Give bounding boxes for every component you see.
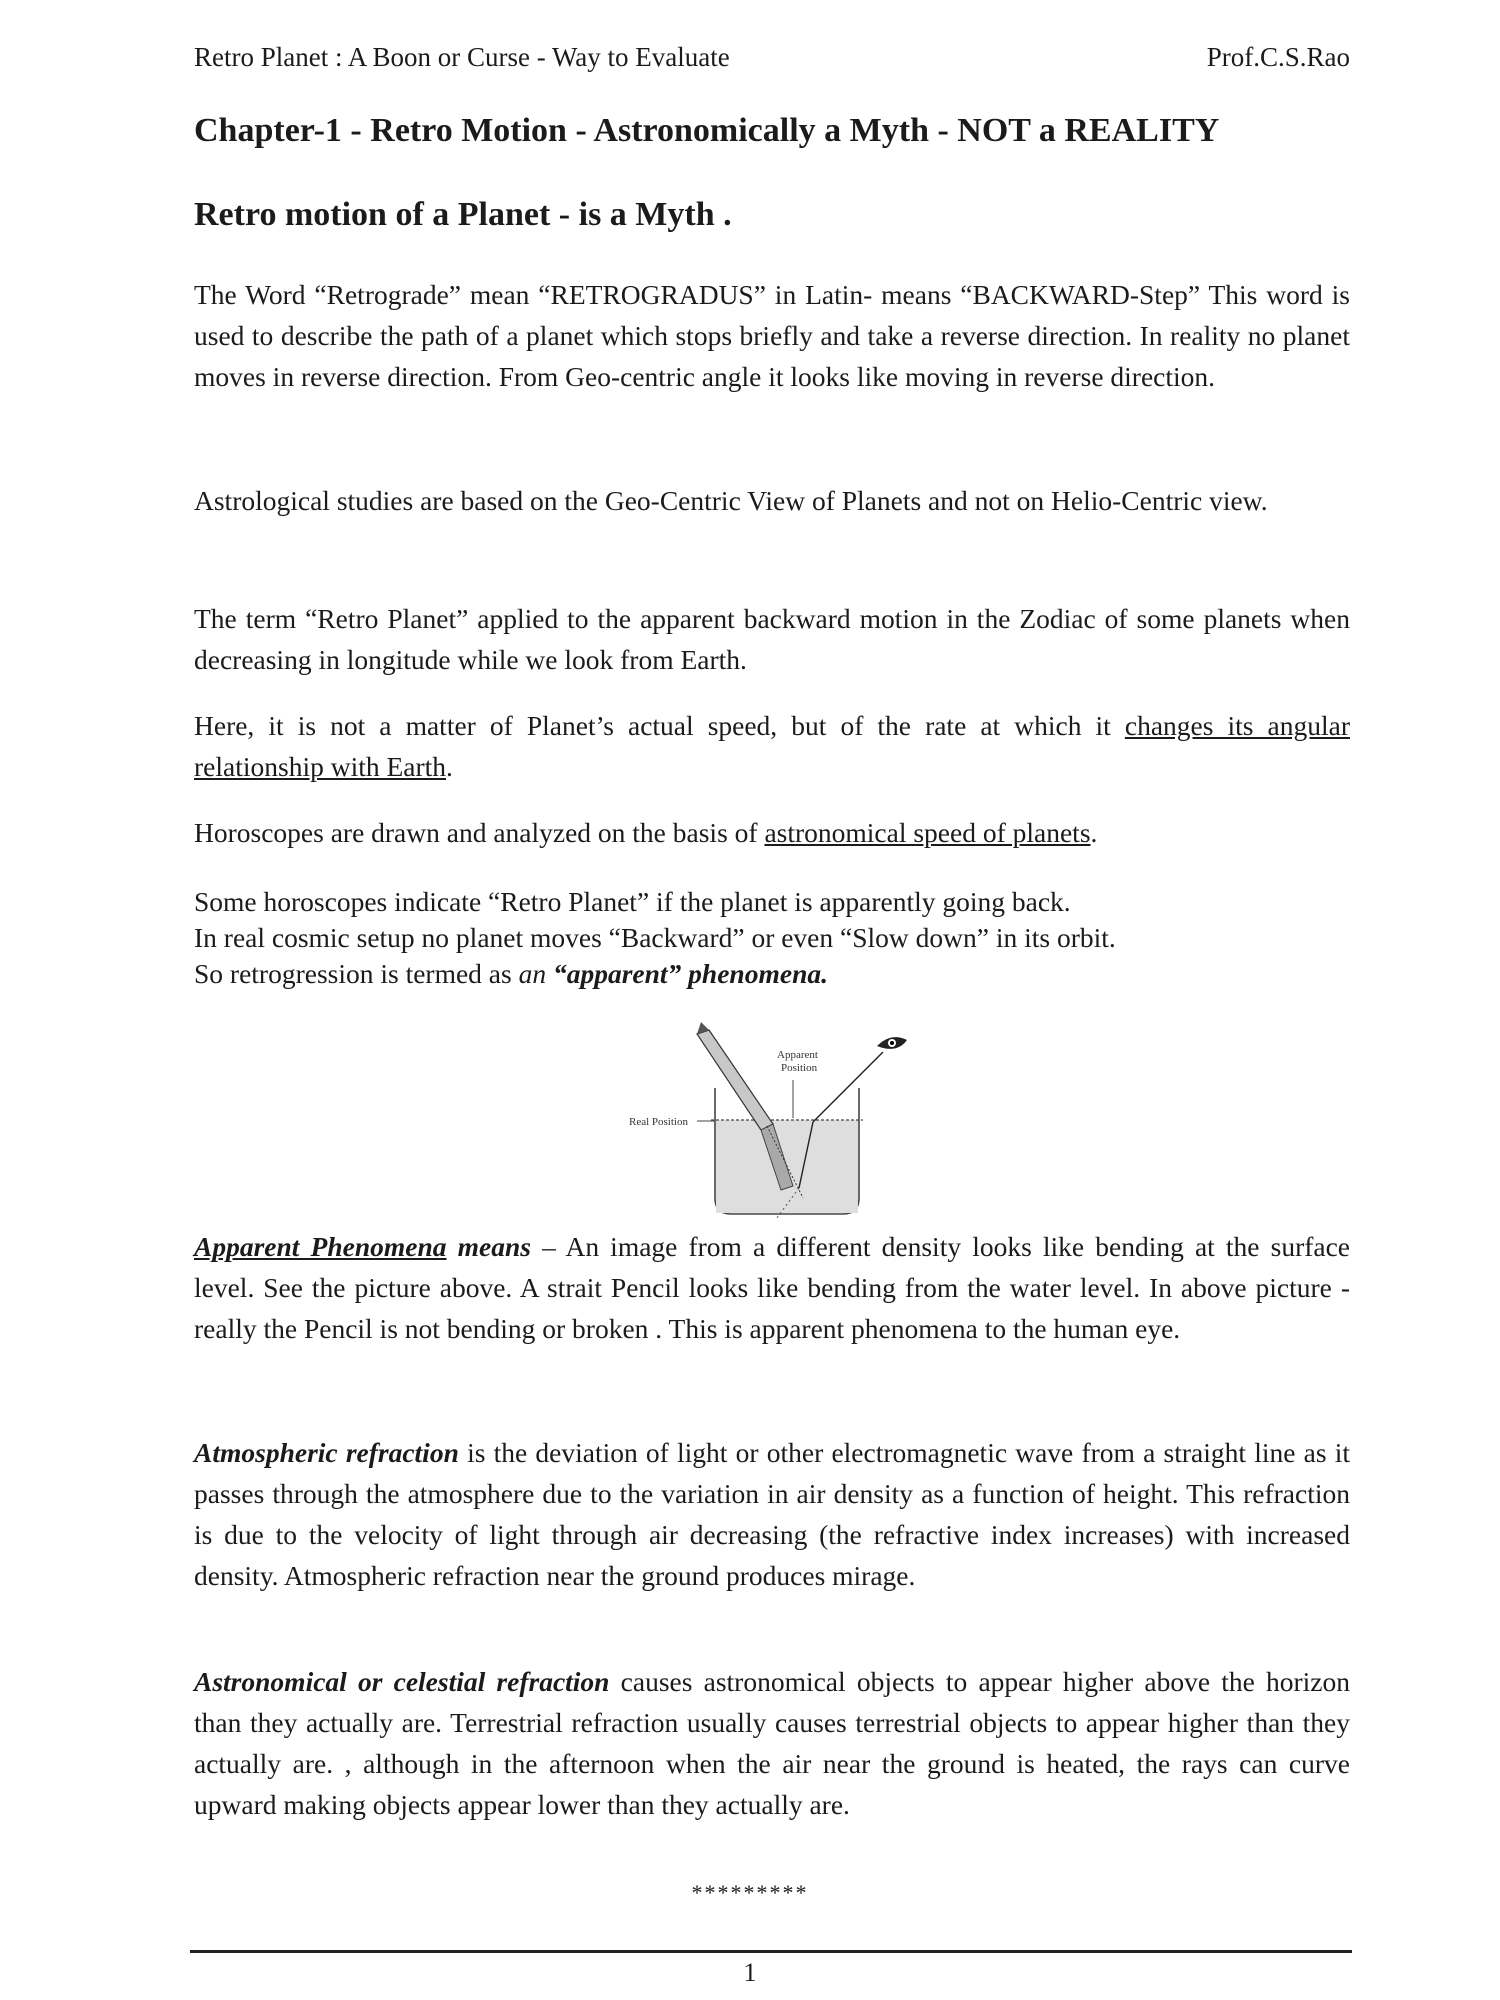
paragraph-geocentric-view: Astrological studies are based on the Geo-Centric View of Planets and not on Helio-Centric view. (194, 485, 1268, 516)
paragraph-retrograde-definition: The Word “Retrograde” mean “RETROGRADUS” in Latin- means “BACKWARD-Step” This word is used to describe the path of a planet which stops briefly and take a reverse direction. In reality no planet moves in reverse direction. From Geo-centric angle it looks like moving in reverse direction. (194, 279, 1350, 392)
label-position: Position (781, 1062, 818, 1074)
footer-rule (190, 1950, 1352, 1953)
text-line: Some horoscopes indicate “Retro Planet” if the planet is apparently going back. (194, 886, 1071, 917)
paragraph-horoscopes: Horoscopes are drawn and analyzed on the basis of astronomical speed of planets. (194, 817, 1098, 848)
text-line: In real cosmic setup no planet moves “Backward” or even “Slow down” in its orbit. (194, 922, 1116, 953)
paragraph-apparent-phenomena-means: Apparent Phenomena means – An image from a different density looks like bending at the surface level. See the picture above. A strait Pencil looks like bending from the water level. In above picture - really the Pencil is not bending or broken . This is apparent phenomena to the human eye. (194, 1231, 1351, 1344)
label-real-position: Real Position (629, 1116, 688, 1128)
underlined-phrase: astronomical speed of planets (764, 817, 1091, 848)
paragraph-angular-relationship: Here, it is not a matter of Planet’s actual speed, but of the rate at which it changes its angular relationship with Earth. (194, 710, 1350, 782)
term-atmospheric-refraction: Atmospheric refraction (194, 1437, 459, 1468)
page-number: 1 (743, 1958, 757, 1987)
text-line: So retrogression is termed as an “apparent” phenomena. (194, 958, 828, 989)
light-ray (813, 1052, 883, 1122)
header-author: Prof.C.S.Rao (1206, 42, 1350, 72)
pencil-refraction-figure (615, 1018, 935, 1218)
term-apparent-phenomena: Apparent Phenomena (194, 1231, 447, 1262)
paragraph-apparent-phenomena (194, 884, 1350, 992)
underlined-phrase: changes its angular relationship with Earth (194, 710, 1350, 782)
paragraph-retro-planet-term: The term “Retro Planet” applied to the apparent backward motion in the Zodiac of some planets when decreasing in longitude while we look from Earth. (194, 603, 1350, 675)
chapter-title: Chapter-1 - Retro Motion - Astronomically a Myth - NOT a REALITY (194, 112, 1220, 149)
paragraph-celestial-refraction: Astronomical or celestial refraction causes astronomical objects to appear higher above the horizon than they actually are. Terrestrial refraction usually causes terrestrial objects to appear higher than they actually are. , although in the afternoon when the air near the ground is heated, the rays can curve upward making objects appear lower than they actually are. (194, 1666, 1350, 1820)
separator-stars: ********* (691, 1880, 809, 1905)
eye-icon (877, 1037, 907, 1049)
paragraph-atmospheric-refraction: Atmospheric refraction is the deviation of light or other electromagnetic wave from a straight line as it passes through the atmosphere due to the variation in air density as a function of height. This refraction is due to the velocity of light through air decreasing (the refractive index increases) with increased density. Atmospheric refraction near the ground produces mirage. (194, 1437, 1351, 1591)
term-celestial-refraction: Astronomical or celestial refraction (194, 1666, 610, 1697)
header-title: Retro Planet : A Boon or Curse - Way to Evaluate (194, 42, 730, 72)
pencil-upper (697, 1030, 773, 1130)
section-title: Retro motion of a Planet - is a Myth . (194, 196, 732, 233)
label-apparent: Apparent (777, 1049, 818, 1061)
